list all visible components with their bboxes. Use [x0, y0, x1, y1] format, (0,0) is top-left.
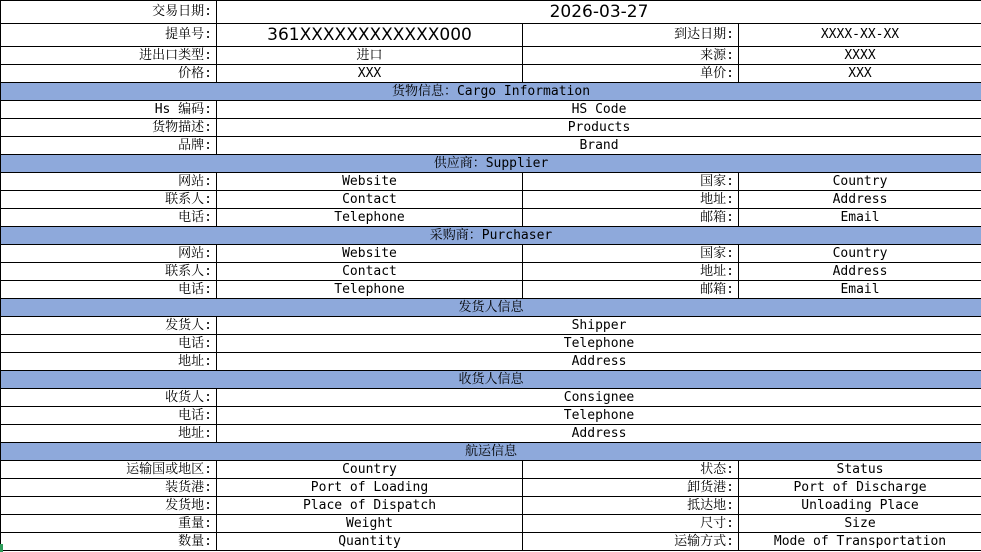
supplier-contact-value[interactable]: Contact: [217, 191, 523, 209]
purchaser-website-label[interactable]: 网站:: [1, 245, 217, 263]
consignee-name-value[interactable]: Consignee: [217, 389, 981, 407]
purchaser-phone-row: [1, 281, 981, 299]
consignee-section-title[interactable]: 收货人信息: [1, 371, 981, 389]
purchaser-website-row: [1, 245, 981, 263]
cell-selection-corner-mark: [0, 544, 3, 552]
shipping-weight-row: [1, 515, 981, 533]
shipper-address-row: [1, 353, 981, 371]
consignee-name-label[interactable]: 收货人:: [1, 389, 217, 407]
size-label[interactable]: 尺寸:: [523, 515, 739, 533]
cargo-section-header: [1, 83, 981, 101]
dispatch-place-label[interactable]: 发货地:: [1, 497, 217, 515]
shipping-status-value[interactable]: Status: [739, 461, 981, 479]
consignee-phone-label[interactable]: 电话:: [1, 407, 217, 425]
price-label[interactable]: 价格:: [1, 65, 217, 83]
shipper-name-row: [1, 317, 981, 335]
transport-mode-value[interactable]: Mode of Transportation: [739, 533, 981, 551]
io-type-label[interactable]: 进出口类型:: [1, 47, 217, 65]
shipper-section-header: [1, 299, 981, 317]
source-label[interactable]: 来源:: [523, 47, 739, 65]
quantity-value[interactable]: Quantity: [217, 533, 523, 551]
unit-price-label[interactable]: 单价:: [523, 65, 739, 83]
shipper-name-label[interactable]: 发货人:: [1, 317, 217, 335]
shipper-name-value[interactable]: Shipper: [217, 317, 981, 335]
purchaser-country-value[interactable]: Country: [739, 245, 981, 263]
purchaser-website-value[interactable]: Website: [217, 245, 523, 263]
purchaser-contact-label[interactable]: 联系人:: [1, 263, 217, 281]
hs-code-value[interactable]: HS Code: [217, 101, 981, 119]
supplier-address-label[interactable]: 地址:: [523, 191, 739, 209]
consignee-section-header: [1, 371, 981, 389]
supplier-email-label[interactable]: 邮箱:: [523, 209, 739, 227]
shipper-phone-row: [1, 335, 981, 353]
supplier-website-value[interactable]: Website: [217, 173, 523, 191]
price-value[interactable]: XXX: [217, 65, 523, 83]
shipping-country-label[interactable]: 运输国或地区:: [1, 461, 217, 479]
discharge-port-value[interactable]: Port of Discharge: [739, 479, 981, 497]
supplier-phone-value[interactable]: Telephone: [217, 209, 523, 227]
products-row: [1, 119, 981, 137]
supplier-address-value[interactable]: Address: [739, 191, 981, 209]
purchaser-section-header: [1, 227, 981, 245]
io-type-value[interactable]: 进口: [217, 47, 523, 65]
unit-price-value[interactable]: XXX: [739, 65, 981, 83]
arrival-value[interactable]: XXXX-XX-XX: [739, 24, 981, 47]
shipper-phone-value[interactable]: Telephone: [217, 335, 981, 353]
weight-value[interactable]: Weight: [217, 515, 523, 533]
supplier-country-label[interactable]: 国家:: [523, 173, 739, 191]
brand-row: [1, 137, 981, 155]
trade-date-value[interactable]: 2026-03-27: [217, 1, 981, 24]
shipping-country-value[interactable]: Country: [217, 461, 523, 479]
shipping-status-label[interactable]: 状态:: [523, 461, 739, 479]
arrival-label[interactable]: 到达日期:: [523, 24, 739, 47]
products-value[interactable]: Products: [217, 119, 981, 137]
consignee-phone-row: [1, 407, 981, 425]
price-row: [1, 65, 981, 83]
shipping-quantity-row: [1, 533, 981, 551]
consignee-address-label[interactable]: 地址:: [1, 425, 217, 443]
supplier-email-value[interactable]: Email: [739, 209, 981, 227]
shipping-section-header: [1, 443, 981, 461]
supplier-phone-row: [1, 209, 981, 227]
unloading-place-value[interactable]: Unloading Place: [739, 497, 981, 515]
purchaser-phone-label[interactable]: 电话:: [1, 281, 217, 299]
loading-port-label[interactable]: 装货港:: [1, 479, 217, 497]
supplier-contact-row: [1, 191, 981, 209]
purchaser-country-label[interactable]: 国家:: [523, 245, 739, 263]
shipper-phone-label[interactable]: 电话:: [1, 335, 217, 353]
hs-code-label[interactable]: Hs 编码:: [1, 101, 217, 119]
transport-mode-label[interactable]: 运输方式:: [523, 533, 739, 551]
purchaser-email-value[interactable]: Email: [739, 281, 981, 299]
consignee-address-value[interactable]: Address: [217, 425, 981, 443]
size-value[interactable]: Size: [739, 515, 981, 533]
source-value[interactable]: XXXX: [739, 47, 981, 65]
supplier-contact-label[interactable]: 联系人:: [1, 191, 217, 209]
bill-label[interactable]: 提单号:: [1, 24, 217, 47]
shipping-places-row: [1, 497, 981, 515]
consignee-name-row: [1, 389, 981, 407]
supplier-section-header: [1, 155, 981, 173]
io-type-row: [1, 47, 981, 65]
supplier-website-row: [1, 173, 981, 191]
supplier-website-label[interactable]: 网站:: [1, 173, 217, 191]
bill-row: [1, 24, 981, 47]
consignee-phone-value[interactable]: Telephone: [217, 407, 981, 425]
products-label[interactable]: 货物描述:: [1, 119, 217, 137]
shipper-address-value[interactable]: Address: [217, 353, 981, 371]
supplier-phone-label[interactable]: 电话:: [1, 209, 217, 227]
cargo-section-title[interactable]: 货物信息：Cargo Information: [1, 83, 981, 101]
purchaser-phone-value[interactable]: Telephone: [217, 281, 523, 299]
weight-label[interactable]: 重量:: [1, 515, 217, 533]
shipping-country-row: [1, 461, 981, 479]
bill-value[interactable]: 361XXXXXXXXXXXX000: [217, 24, 523, 47]
purchaser-email-label[interactable]: 邮箱:: [523, 281, 739, 299]
loading-port-value[interactable]: Port of Loading: [217, 479, 523, 497]
shipping-section-title[interactable]: 航运信息: [1, 443, 981, 461]
shipping-ports-row: [1, 479, 981, 497]
shipper-address-label[interactable]: 地址:: [1, 353, 217, 371]
purchaser-contact-value[interactable]: Contact: [217, 263, 523, 281]
unloading-place-label[interactable]: 抵达地:: [523, 497, 739, 515]
supplier-country-value[interactable]: Country: [739, 173, 981, 191]
purchaser-address-label[interactable]: 地址:: [523, 263, 739, 281]
dispatch-place-value[interactable]: Place of Dispatch: [217, 497, 523, 515]
hs-code-row: [1, 101, 981, 119]
quantity-label[interactable]: 数量:: [1, 533, 217, 551]
trade-date-row: [1, 1, 981, 24]
discharge-port-label[interactable]: 卸货港:: [523, 479, 739, 497]
brand-label[interactable]: 品牌:: [1, 137, 217, 155]
purchaser-address-value[interactable]: Address: [739, 263, 981, 281]
shipper-section-title[interactable]: 发货人信息: [1, 299, 981, 317]
brand-value[interactable]: Brand: [217, 137, 981, 155]
supplier-section-title[interactable]: 供应商：Supplier: [1, 155, 981, 173]
consignee-address-row: [1, 425, 981, 443]
purchaser-section-title[interactable]: 采购商：Purchaser: [1, 227, 981, 245]
trade-date-label[interactable]: 交易日期:: [1, 1, 217, 24]
purchaser-contact-row: [1, 263, 981, 281]
